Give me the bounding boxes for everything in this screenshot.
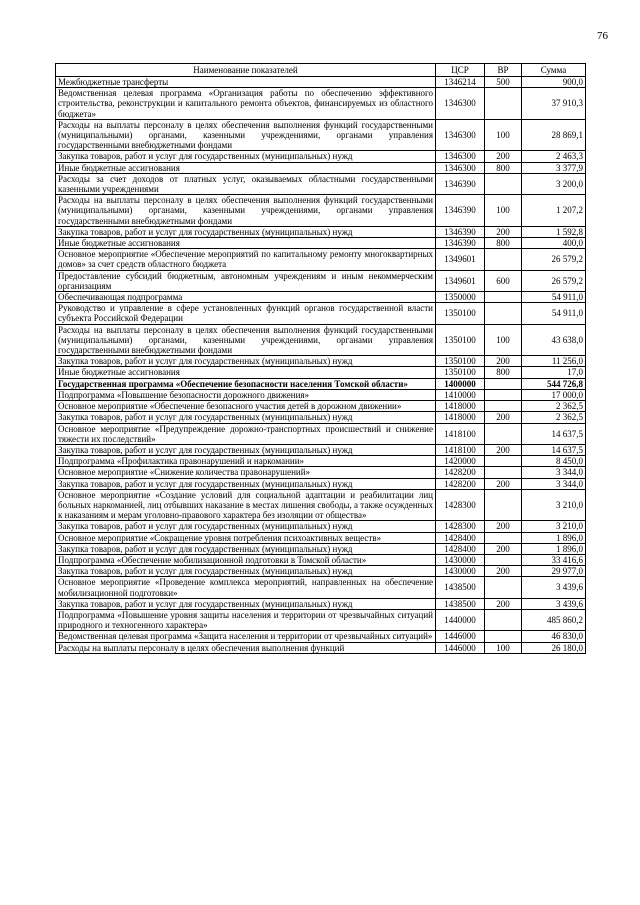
row-sum-cell: 43 638,0: [522, 324, 586, 356]
row-vr-cell: 200: [485, 226, 522, 237]
row-csr-cell: 1438500: [436, 598, 485, 609]
row-vr-cell: [485, 609, 522, 630]
row-csr-cell: 1428300: [436, 489, 485, 521]
row-name-cell: Закупка товаров, работ и услуг для государственных (муниципальных) нужд: [56, 444, 436, 455]
table-row: [56, 478, 586, 489]
row-vr-cell: 200: [485, 543, 522, 554]
row-vr-cell: [485, 88, 522, 120]
row-name-cell: Закупка товаров, работ и услуг для государственных (муниципальных) нужд: [56, 566, 436, 577]
row-vr-cell: 800: [485, 162, 522, 173]
row-csr-cell: 1418000: [436, 412, 485, 423]
row-sum-cell: 3 344,0: [522, 478, 586, 489]
row-vr-cell: [485, 303, 522, 324]
table-row: [56, 554, 586, 565]
row-sum-cell: 3 377,9: [522, 162, 586, 173]
table-row: [56, 356, 586, 367]
row-csr-cell: 1350000: [436, 292, 485, 303]
row-vr-cell: 800: [485, 367, 522, 378]
row-sum-cell: 26 579,2: [522, 270, 586, 291]
row-vr-cell: 100: [485, 324, 522, 356]
row-sum-cell: 544 726,8: [522, 378, 586, 389]
table-row: [56, 467, 586, 478]
row-vr-cell: [485, 631, 522, 642]
table-row: [56, 226, 586, 237]
row-sum-cell: 1 896,0: [522, 543, 586, 554]
row-name-cell: Основное мероприятие «Снижение количества правонарушений»: [56, 467, 436, 478]
row-name-cell: Иные бюджетные ассигнования: [56, 238, 436, 249]
row-name-cell: Расходы на выплаты персоналу в целях обеспечения выполнения функций государственными (муниципальными) органами, казенными учреждениями, органами управления государственными внебюджетными фондами: [56, 195, 436, 227]
row-sum-cell: 17 000,0: [522, 389, 586, 400]
row-csr-cell: 1350100: [436, 324, 485, 356]
row-sum-cell: 3 210,0: [522, 489, 586, 521]
table-row: [56, 270, 586, 291]
row-name-cell: Расходы на выплаты персоналу в целях обеспечения выполнения функций: [56, 642, 436, 653]
table-row: [56, 532, 586, 543]
row-sum-cell: 14 637,5: [522, 444, 586, 455]
row-vr-cell: [485, 249, 522, 270]
row-vr-cell: [485, 467, 522, 478]
row-sum-cell: 2 362,5: [522, 401, 586, 412]
row-vr-cell: 100: [485, 642, 522, 653]
row-csr-cell: 1346390: [436, 173, 485, 194]
table-row: [56, 566, 586, 577]
row-name-cell: Государственная программа «Обеспечение безопасности населения Томской области»: [56, 378, 436, 389]
row-vr-cell: 500: [485, 77, 522, 88]
row-vr-cell: 200: [485, 478, 522, 489]
row-csr-cell: 1446000: [436, 642, 485, 653]
row-csr-cell: 1350100: [436, 356, 485, 367]
row-vr-cell: 600: [485, 270, 522, 291]
row-sum-cell: 3 210,0: [522, 521, 586, 532]
table-row: [56, 489, 586, 521]
row-vr-cell: [485, 423, 522, 444]
row-csr-cell: 1438500: [436, 577, 485, 598]
row-csr-cell: 1428200: [436, 467, 485, 478]
row-sum-cell: 46 830,0: [522, 631, 586, 642]
row-vr-cell: 200: [485, 412, 522, 423]
table-row: [56, 642, 586, 653]
row-vr-cell: 100: [485, 195, 522, 227]
row-sum-cell: 485 860,2: [522, 609, 586, 630]
row-csr-cell: 1430000: [436, 554, 485, 565]
row-name-cell: Закупка товаров, работ и услуг для государственных (муниципальных) нужд: [56, 356, 436, 367]
row-name-cell: Закупка товаров, работ и услуг для государственных (муниципальных) нужд: [56, 521, 436, 532]
row-csr-cell: 1346300: [436, 151, 485, 162]
row-csr-cell: 1446000: [436, 631, 485, 642]
header-csr: ЦСР: [436, 64, 485, 77]
table-row: [56, 378, 586, 389]
row-vr-cell: 800: [485, 238, 522, 249]
row-csr-cell: 1350100: [436, 367, 485, 378]
row-csr-cell: 1418100: [436, 423, 485, 444]
page-number: 76: [597, 30, 608, 42]
row-csr-cell: 1346300: [436, 88, 485, 120]
table-row: [56, 303, 586, 324]
row-csr-cell: 1346390: [436, 238, 485, 249]
table-row: [56, 631, 586, 642]
row-name-cell: Подпрограмма «Повышение уровня защиты населения и территории от чрезвычайных ситуаций природного и техногенного характера»: [56, 609, 436, 630]
row-name-cell: Обеспечивающая подпрограмма: [56, 292, 436, 303]
table-row: [56, 77, 586, 88]
row-csr-cell: 1350100: [436, 303, 485, 324]
row-sum-cell: 3 344,0: [522, 467, 586, 478]
row-name-cell: Основное мероприятие «Обеспечение мероприятий по капитальному ремонту многоквартирных домов» за счет средств областного бюджета: [56, 249, 436, 270]
row-name-cell: Подпрограмма «Повышение безопасности дорожного движения»: [56, 389, 436, 400]
row-sum-cell: 3 200,0: [522, 173, 586, 194]
table-row: [56, 292, 586, 303]
row-sum-cell: 1 592,8: [522, 226, 586, 237]
row-csr-cell: 1428300: [436, 521, 485, 532]
table-row: [56, 88, 586, 120]
row-vr-cell: [485, 489, 522, 521]
table-row: [56, 456, 586, 467]
table-row: [56, 238, 586, 249]
row-csr-cell: 1430000: [436, 566, 485, 577]
row-vr-cell: [485, 292, 522, 303]
row-vr-cell: [485, 401, 522, 412]
row-name-cell: Подпрограмма «Профилактика правонарушений и наркомании»: [56, 456, 436, 467]
row-name-cell: Закупка товаров, работ и услуг для государственных (муниципальных) нужд: [56, 151, 436, 162]
table-row: [56, 609, 586, 630]
row-sum-cell: 2 362,5: [522, 412, 586, 423]
row-vr-cell: [485, 456, 522, 467]
row-csr-cell: 1346300: [436, 119, 485, 151]
row-csr-cell: 1346300: [436, 162, 485, 173]
row-name-cell: Закупка товаров, работ и услуг для государственных (муниципальных) нужд: [56, 226, 436, 237]
row-vr-cell: 200: [485, 521, 522, 532]
row-vr-cell: [485, 389, 522, 400]
table-row: [56, 324, 586, 356]
row-vr-cell: [485, 532, 522, 543]
row-csr-cell: 1346214: [436, 77, 485, 88]
table-row: [56, 195, 586, 227]
row-csr-cell: 1346390: [436, 195, 485, 227]
row-sum-cell: 8 450,0: [522, 456, 586, 467]
row-sum-cell: 33 416,6: [522, 554, 586, 565]
row-name-cell: Руководство и управление в сфере установленных функций органов государственной власти субъекта Российской Федерации: [56, 303, 436, 324]
row-sum-cell: 54 911,0: [522, 292, 586, 303]
row-csr-cell: 1420000: [436, 456, 485, 467]
row-sum-cell: 1 896,0: [522, 532, 586, 543]
table-row: [56, 423, 586, 444]
row-name-cell: Закупка товаров, работ и услуг для государственных (муниципальных) нужд: [56, 412, 436, 423]
row-csr-cell: 1418100: [436, 444, 485, 455]
row-sum-cell: 29 977,0: [522, 566, 586, 577]
row-name-cell: Подпрограмма «Обеспечение мобилизационной подготовки в Томской области»: [56, 554, 436, 565]
row-name-cell: Расходы за счет доходов от платных услуг, оказываемых областными государственными казенными учреждениями: [56, 173, 436, 194]
row-vr-cell: 200: [485, 151, 522, 162]
row-name-cell: Основное мероприятие «Проведение комплекса мероприятий, направленных на обеспечение мобилизационной подготовки»: [56, 577, 436, 598]
table-row: [56, 389, 586, 400]
row-name-cell: Основное мероприятие «Создание условий для социальной адаптации и реабилитации лиц больных наркоманией, лиц отбывших наказание в местах лишения свободы, а также осужденных к наказаниям и мерам уголовно-правового характера без изоляции от общества»: [56, 489, 436, 521]
row-csr-cell: 1428400: [436, 543, 485, 554]
row-name-cell: Расходы на выплаты персоналу в целях обеспечения выполнения функций государственными (муниципальными) органами, казенными учреждениями, органами управления государственными внебюджетными фондами: [56, 119, 436, 151]
table-row: [56, 401, 586, 412]
row-name-cell: Расходы на выплаты персоналу в целях обеспечения выполнения функций государственными (муниципальными) органами, казенными учреждениями, органами управления государственными внебюджетными фондами: [56, 324, 436, 356]
row-sum-cell: 1 207,2: [522, 195, 586, 227]
row-vr-cell: [485, 173, 522, 194]
row-name-cell: Ведомственная целевая программа «Защита населения и территории от чрезвычайных ситуаций»: [56, 631, 436, 642]
row-name-cell: Закупка товаров, работ и услуг для государственных (муниципальных) нужд: [56, 598, 436, 609]
table-row: [56, 543, 586, 554]
row-csr-cell: 1346390: [436, 226, 485, 237]
row-sum-cell: 17,0: [522, 367, 586, 378]
table-row: [56, 444, 586, 455]
row-csr-cell: 1440000: [436, 609, 485, 630]
row-sum-cell: 3 439,6: [522, 598, 586, 609]
table-row: [56, 162, 586, 173]
table-row: [56, 521, 586, 532]
row-sum-cell: 900,0: [522, 77, 586, 88]
table-header-row: [56, 64, 586, 77]
row-csr-cell: 1418000: [436, 401, 485, 412]
row-vr-cell: [485, 554, 522, 565]
row-sum-cell: 37 910,3: [522, 88, 586, 120]
row-sum-cell: 3 439,6: [522, 577, 586, 598]
row-vr-cell: [485, 577, 522, 598]
row-vr-cell: 200: [485, 598, 522, 609]
header-vr: ВР: [485, 64, 522, 77]
row-sum-cell: 26 579,2: [522, 249, 586, 270]
row-csr-cell: 1428400: [436, 532, 485, 543]
row-sum-cell: 28 869,1: [522, 119, 586, 151]
table-row: [56, 119, 586, 151]
row-sum-cell: 54 911,0: [522, 303, 586, 324]
table-row: [56, 173, 586, 194]
row-vr-cell: 200: [485, 566, 522, 577]
header-sum: Сумма: [522, 64, 586, 77]
row-csr-cell: 1349601: [436, 270, 485, 291]
row-csr-cell: 1400000: [436, 378, 485, 389]
row-sum-cell: 14 637,5: [522, 423, 586, 444]
row-csr-cell: 1428200: [436, 478, 485, 489]
row-name-cell: Основное мероприятие «Сокращение уровня потребления психоактивных веществ»: [56, 532, 436, 543]
row-name-cell: Основное мероприятие «Предупреждение дорожно-транспортных происшествий и снижение тяжести их последствий»: [56, 423, 436, 444]
row-name-cell: Основное мероприятие «Обеспечение безопасного участия детей в дорожном движении»: [56, 401, 436, 412]
table-row: [56, 151, 586, 162]
row-sum-cell: 11 256,0: [522, 356, 586, 367]
row-vr-cell: 100: [485, 119, 522, 151]
table-row: [56, 598, 586, 609]
row-name-cell: Закупка товаров, работ и услуг для государственных (муниципальных) нужд: [56, 543, 436, 554]
budget-table: [55, 63, 586, 654]
row-vr-cell: 200: [485, 356, 522, 367]
table-row: [56, 577, 586, 598]
row-sum-cell: 2 463,3: [522, 151, 586, 162]
table-body: [56, 77, 586, 654]
row-sum-cell: 400,0: [522, 238, 586, 249]
header-name: Наименование показателей: [56, 64, 436, 77]
row-sum-cell: 26 180,0: [522, 642, 586, 653]
row-name-cell: Иные бюджетные ассигнования: [56, 162, 436, 173]
row-vr-cell: [485, 378, 522, 389]
row-name-cell: Предоставление субсидий бюджетным, автономным учреждениям и иным некоммерческим организациям: [56, 270, 436, 291]
row-name-cell: Ведомственная целевая программа «Организация работы по обеспечению эффективного строительства, реконструкции и капитального ремонта объектов, финансируемых из областного бюджета»: [56, 88, 436, 120]
table-row: [56, 412, 586, 423]
row-name-cell: Иные бюджетные ассигнования: [56, 367, 436, 378]
row-name-cell: Межбюджетные трансферты: [56, 77, 436, 88]
table-row: [56, 249, 586, 270]
row-name-cell: Закупка товаров, работ и услуг для государственных (муниципальных) нужд: [56, 478, 436, 489]
row-csr-cell: 1349601: [436, 249, 485, 270]
table-row: [56, 367, 586, 378]
row-csr-cell: 1410000: [436, 389, 485, 400]
row-vr-cell: 200: [485, 444, 522, 455]
